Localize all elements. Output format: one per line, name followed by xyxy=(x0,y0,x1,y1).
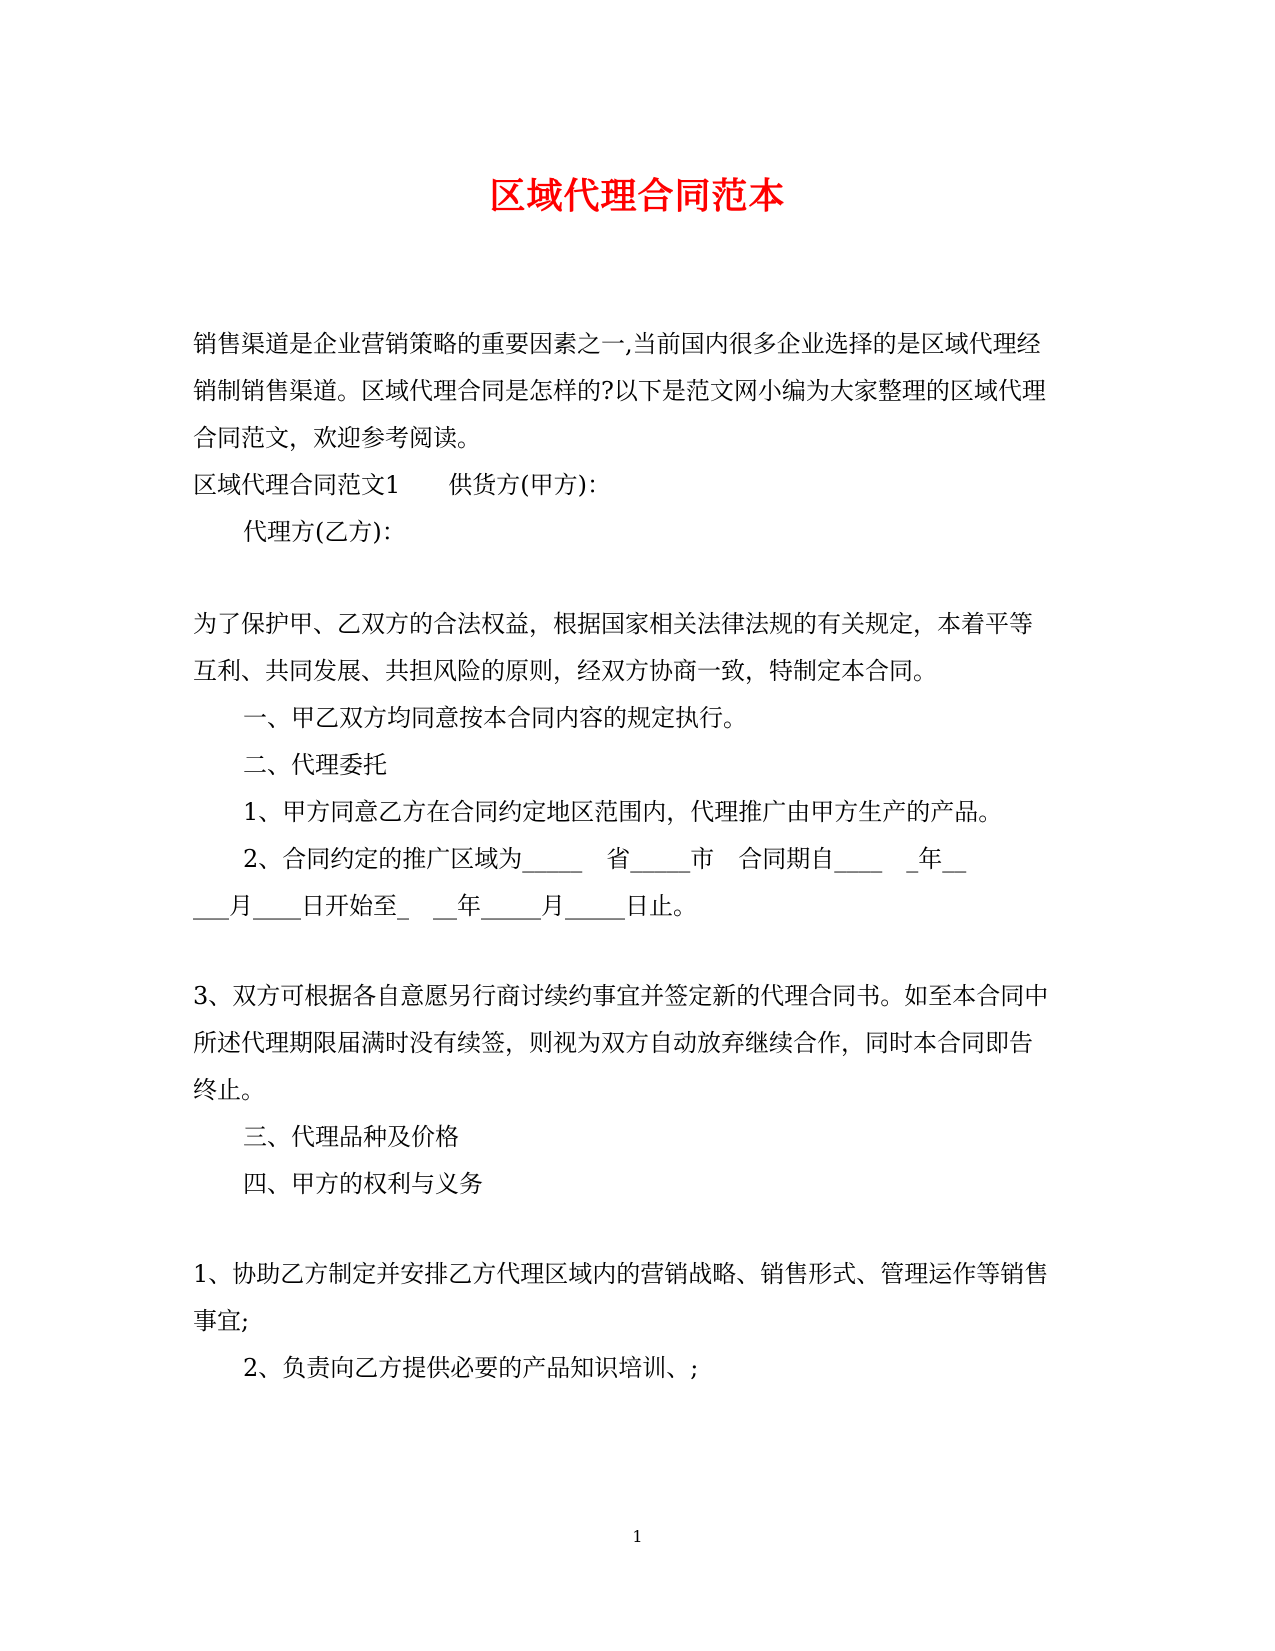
page-number: 1 xyxy=(632,1527,643,1546)
clause-item: 所述代理期限届满时没有续签，则视为双方自动放弃继续合作，同时本合同即告 xyxy=(193,1029,1033,1057)
paragraph-line: 代理方(乙方)： xyxy=(243,518,406,546)
clause-item: 2、合同约定的推广区域为_____ 省_____市 合同期自____ _年__ xyxy=(243,845,967,873)
section-heading: 一、甲乙双方均同意按本合同内容的规定执行。 xyxy=(243,704,747,732)
paragraph-line: 销售渠道是企业营销策略的重要因素之一,当前国内很多企业选择的是区域代理经 xyxy=(193,330,1041,358)
clause-item: 3、双方可根据各自意愿另行商讨续约事宜并签定新的代理合同书。如至本合同中 xyxy=(193,982,1049,1010)
clause-item: 事宜; xyxy=(193,1307,250,1335)
clause-item: 1、甲方同意乙方在合同约定地区范围内，代理推广由甲方生产的产品。 xyxy=(243,798,1003,826)
clause-item: 2、负责向乙方提供必要的产品知识培训、; xyxy=(243,1354,699,1382)
clause-item: ___月____日开始至_ __年_____月_____日止。 xyxy=(193,892,697,920)
paragraph-line: 区域代理合同范文1 供货方(甲方)： xyxy=(193,471,611,499)
section-heading: 三、代理品种及价格 xyxy=(243,1123,459,1151)
paragraph-line: 为了保护甲、乙双方的合法权益，根据国家相关法律法规的有关规定，本着平等 xyxy=(193,610,1033,638)
clause-item: 1、协助乙方制定并安排乙方代理区域内的营销战略、销售形式、管理运作等销售 xyxy=(193,1260,1049,1288)
clause-item: 终止。 xyxy=(193,1076,265,1104)
section-heading: 二、代理委托 xyxy=(243,751,387,779)
paragraph-line: 销制销售渠道。区域代理合同是怎样的?以下是范文网小编为大家整理的区域代理 xyxy=(193,377,1046,405)
paragraph-line: 互利、共同发展、共担风险的原则，经双方协商一致，特制定本合同。 xyxy=(193,657,937,685)
paragraph-line: 合同范文，欢迎参考阅读。 xyxy=(193,424,481,452)
document-title: 区域代理合同范本 xyxy=(489,175,786,217)
section-heading: 四、甲方的权利与义务 xyxy=(243,1170,483,1198)
